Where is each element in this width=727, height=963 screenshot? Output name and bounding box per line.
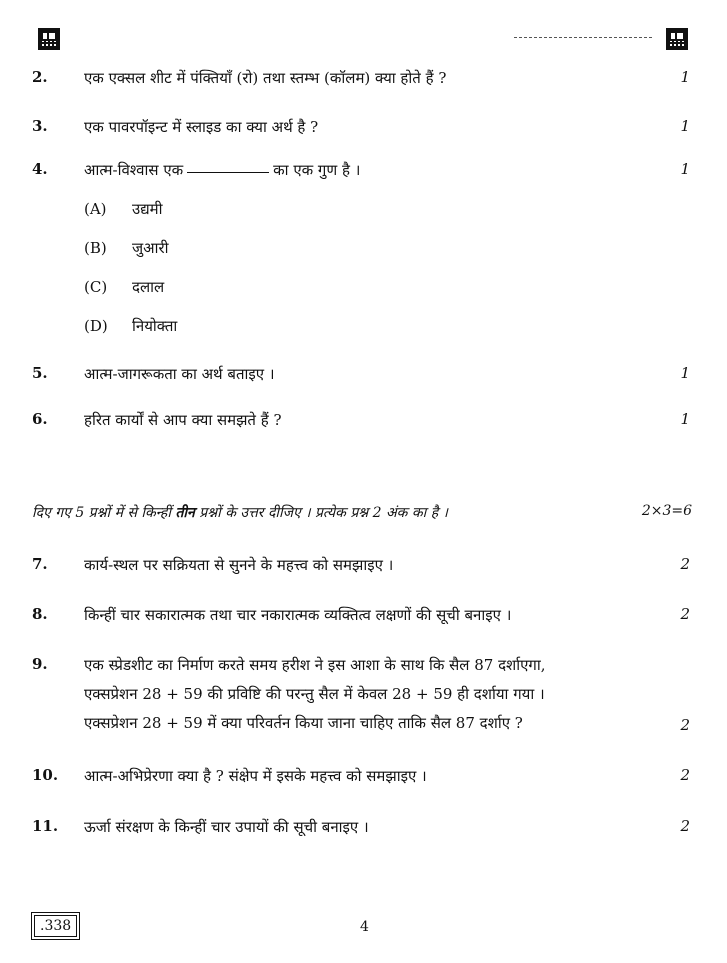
question-marks: 2 bbox=[680, 716, 690, 734]
question-text: एक पावरपॉइन्ट में स्लाइड का क्या अर्थ है ? bbox=[84, 118, 319, 136]
option-a bbox=[84, 199, 163, 219]
question-text: आत्म-जागरूकता का अर्थ बताइए । bbox=[84, 365, 275, 383]
question-number: 8. bbox=[32, 605, 48, 623]
question-marks: 2 bbox=[680, 555, 690, 573]
question-marks: 1 bbox=[680, 117, 690, 135]
header-dashed-line bbox=[514, 37, 652, 38]
option-d bbox=[84, 316, 177, 336]
question-text-before-blank: आत्म-विश्वास एक bbox=[84, 161, 184, 179]
question-number: 6. bbox=[32, 410, 48, 428]
question-number: 10. bbox=[32, 766, 59, 784]
option-c bbox=[84, 277, 164, 297]
instruction-bold-word: तीन bbox=[175, 505, 195, 521]
question-number: 11. bbox=[32, 817, 59, 835]
option-label: (B) bbox=[84, 239, 107, 257]
option-label: (C) bbox=[84, 278, 108, 296]
option-text: उद्यमी bbox=[132, 200, 163, 218]
instruction-marks: 2×3=6 bbox=[641, 503, 692, 519]
instruction-text-after: प्रश्नों के उत्तर दीजिए । प्रत्येक प्रश्न 2 अंक का है । bbox=[194, 505, 448, 521]
question-number: 9. bbox=[32, 655, 48, 673]
option-b bbox=[84, 238, 168, 258]
question-text: किन्हीं चार सकारात्मक तथा चार नकारात्मक व्यक्तित्व लक्षणों की सूची बनाइए । bbox=[84, 606, 512, 624]
question-text: ऊर्जा संरक्षण के किन्हीं चार उपायों की सूची बनाइए । bbox=[84, 818, 369, 836]
question-text-line: एक्सप्रेशन 28 + 59 की प्रविष्टि की परन्तु सैल में केवल 28 + 59 ही दर्शाया गया । bbox=[84, 685, 545, 703]
question-text: हरित कार्यों से आप क्या समझते हैं ? bbox=[84, 411, 282, 429]
question-text-line: एक स्प्रेडशीट का निर्माण करते समय हरीश ने इस आशा के साथ कि सैल 87 दर्शाएगा, bbox=[84, 656, 546, 674]
question-number: 3. bbox=[32, 117, 48, 135]
question-number: 5. bbox=[32, 364, 48, 382]
question-text bbox=[84, 160, 644, 180]
question-number: 4. bbox=[32, 160, 48, 178]
page-number: 4 bbox=[360, 919, 369, 935]
question-text: कार्य-स्थल पर सक्रियता से सुनने के महत्त्व को समझाइए । bbox=[84, 556, 394, 574]
qr-code-icon bbox=[666, 28, 688, 50]
question-marks: 1 bbox=[680, 68, 690, 86]
option-text: नियोक्ता bbox=[132, 317, 178, 335]
fill-in-blank bbox=[187, 172, 269, 173]
question-marks: 2 bbox=[680, 605, 690, 623]
question-marks: 1 bbox=[680, 364, 690, 382]
question-text-line: एक्सप्रेशन 28 + 59 में क्या परिवर्तन किया जाना चाहिए ताकि सैल 87 दर्शाए ? bbox=[84, 714, 523, 732]
question-marks: 2 bbox=[680, 817, 690, 835]
question-number: 2. bbox=[32, 68, 48, 86]
question-paper-code: .338 bbox=[34, 915, 77, 937]
question-number: 7. bbox=[32, 555, 48, 573]
option-label: (D) bbox=[84, 317, 108, 335]
option-label: (A) bbox=[84, 200, 107, 218]
question-text: एक एक्सल शीट में पंक्तियाँ (रो) तथा स्तम्भ (कॉलम) क्या होते हैं ? bbox=[84, 69, 447, 87]
question-marks: 2 bbox=[680, 766, 690, 784]
question-text: आत्म-अभिप्रेरणा क्या है ? संक्षेप में इसके महत्त्व को समझाइए । bbox=[84, 767, 427, 785]
section-instruction bbox=[32, 503, 692, 522]
question-text-after-blank: का एक गुण है । bbox=[273, 161, 361, 179]
question-marks: 1 bbox=[680, 160, 690, 178]
question-text bbox=[84, 655, 674, 742]
instruction-text-before: दिए गए 5 प्रश्नों में से किन्हीं bbox=[32, 505, 176, 521]
question-marks: 1 bbox=[680, 410, 690, 428]
qr-code-icon bbox=[38, 28, 60, 50]
option-text: दलाल bbox=[132, 278, 165, 296]
option-text: जुआरी bbox=[132, 239, 169, 257]
